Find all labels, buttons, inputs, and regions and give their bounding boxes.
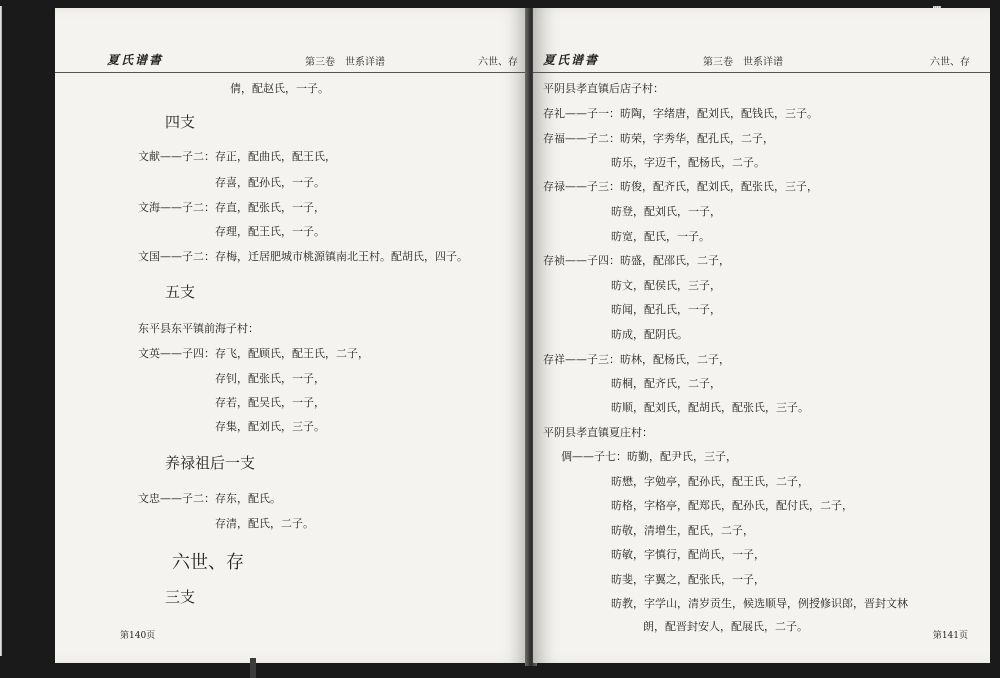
text-line: 昉顺，配刘氏，配胡氏，配张氏，三子。 bbox=[611, 401, 809, 414]
text-line: 存礼——子一：昉陶，字绪唐，配刘氏，配钱氏，三子。 bbox=[543, 107, 818, 120]
book-brand: 夏氏谱書 bbox=[107, 53, 164, 67]
volume-title: 第三卷 世系详谱 bbox=[305, 57, 385, 68]
text-line: 存福——子二：昉荣，字秀华，配孔氏，二子， bbox=[543, 132, 774, 145]
bookmark-ribbon bbox=[250, 658, 256, 678]
generation-heading: 六世、存 bbox=[172, 552, 244, 573]
text-line: 昉教，字学山，清岁贡生，候选顺导，例授修识郎，晋封文林 bbox=[611, 597, 908, 610]
text-line: 存钊，配张氏，一子， bbox=[215, 372, 325, 385]
text-line: 昉乐，字迈千，配杨氏，二子。 bbox=[611, 156, 765, 169]
book-brand: 夏氏谱書 bbox=[543, 53, 600, 67]
left-page bbox=[55, 8, 528, 663]
text-line: 文国——子二：存梅，迁居肥城市桃源镇南北王村。配胡氏，四子。 bbox=[138, 250, 468, 263]
book-spread bbox=[55, 8, 990, 668]
text-line: 存理，配王氏，一子。 bbox=[215, 225, 325, 238]
text-line: 存清，配氏，二子。 bbox=[215, 517, 314, 530]
right-page-header bbox=[533, 46, 990, 73]
text-line: 昉懋，字勉亭，配孙氏，配王氏，二子， bbox=[611, 475, 809, 488]
place-heading: 平阴县孝直镇夏庄村： bbox=[543, 426, 653, 439]
text-line: 存喜，配孙氏，一子。 bbox=[215, 176, 325, 189]
generation-label: 六世、存 bbox=[930, 57, 970, 68]
page-number: 第140页 bbox=[120, 631, 156, 641]
text-line: 存禄——子三：昉俊，配齐氏，配刘氏，配张氏，三子， bbox=[543, 180, 818, 193]
text-line: 昉登，配刘氏，一子， bbox=[611, 205, 721, 218]
text-line: 昉斐，字翼之，配张氏，一子， bbox=[611, 573, 765, 586]
generation-label: 六世、存 bbox=[478, 57, 518, 68]
section-heading: 三支 bbox=[165, 588, 196, 606]
text-line: 昉敬，清增生，配氏，二子， bbox=[611, 524, 754, 537]
section-heading: 养禄祖后一支 bbox=[165, 454, 256, 472]
left-page-edges bbox=[0, 6, 2, 656]
text-line: 昉闻，配孔氏，一子， bbox=[611, 303, 721, 316]
left-page-header bbox=[55, 46, 528, 73]
volume-title: 第三卷 世系详谱 bbox=[703, 57, 783, 68]
text-line: 昉文，配侯氏，三子， bbox=[611, 279, 721, 292]
right-page bbox=[533, 8, 990, 663]
text-line: 昉敏，字慎行，配尚氏，一子， bbox=[611, 548, 765, 561]
text-line: 昉宽，配氏，一子。 bbox=[611, 230, 710, 243]
text-line: 倜——子七：昉勤，配尹氏，三子， bbox=[561, 450, 737, 463]
text-line: 文献——子二：存正，配曲氏，配王氏， bbox=[138, 150, 336, 163]
text-line: 存祥——子三：昉林，配杨氏，二子， bbox=[543, 353, 730, 366]
text-line: 存若，配吴氏，一子， bbox=[215, 396, 325, 409]
text-line: 文忠——子二：存东，配氏。 bbox=[138, 492, 281, 505]
section-heading: 五支 bbox=[165, 283, 196, 301]
place-heading: 东平县东平镇前海子村： bbox=[138, 322, 259, 335]
section-heading: 四支 bbox=[165, 113, 196, 131]
place-heading: 平阴县孝直镇后店子村： bbox=[543, 82, 664, 95]
text-line: 昉桐，配齐氏，二子， bbox=[611, 377, 721, 390]
text-line: 朗，配晋封安人，配展氏，二子。 bbox=[643, 620, 808, 633]
text-line: 文英——子四：存飞，配顾氏，配王氏，二子， bbox=[138, 347, 369, 360]
text-line: 存集，配刘氏，三子。 bbox=[215, 420, 325, 433]
text-line: 文海——子二：存直，配张氏，一子， bbox=[138, 201, 325, 214]
text-line: 存祯——子四：昉盛，配邵氏，二子， bbox=[543, 254, 730, 267]
page-number: 第141页 bbox=[932, 631, 968, 641]
text-line: 昉格，字格亭，配郑氏，配孙氏，配付氏，二子， bbox=[611, 499, 853, 512]
text-line: 昉成，配阴氏。 bbox=[611, 328, 688, 341]
text-line: 倩，配赵氏，一子。 bbox=[230, 82, 329, 95]
